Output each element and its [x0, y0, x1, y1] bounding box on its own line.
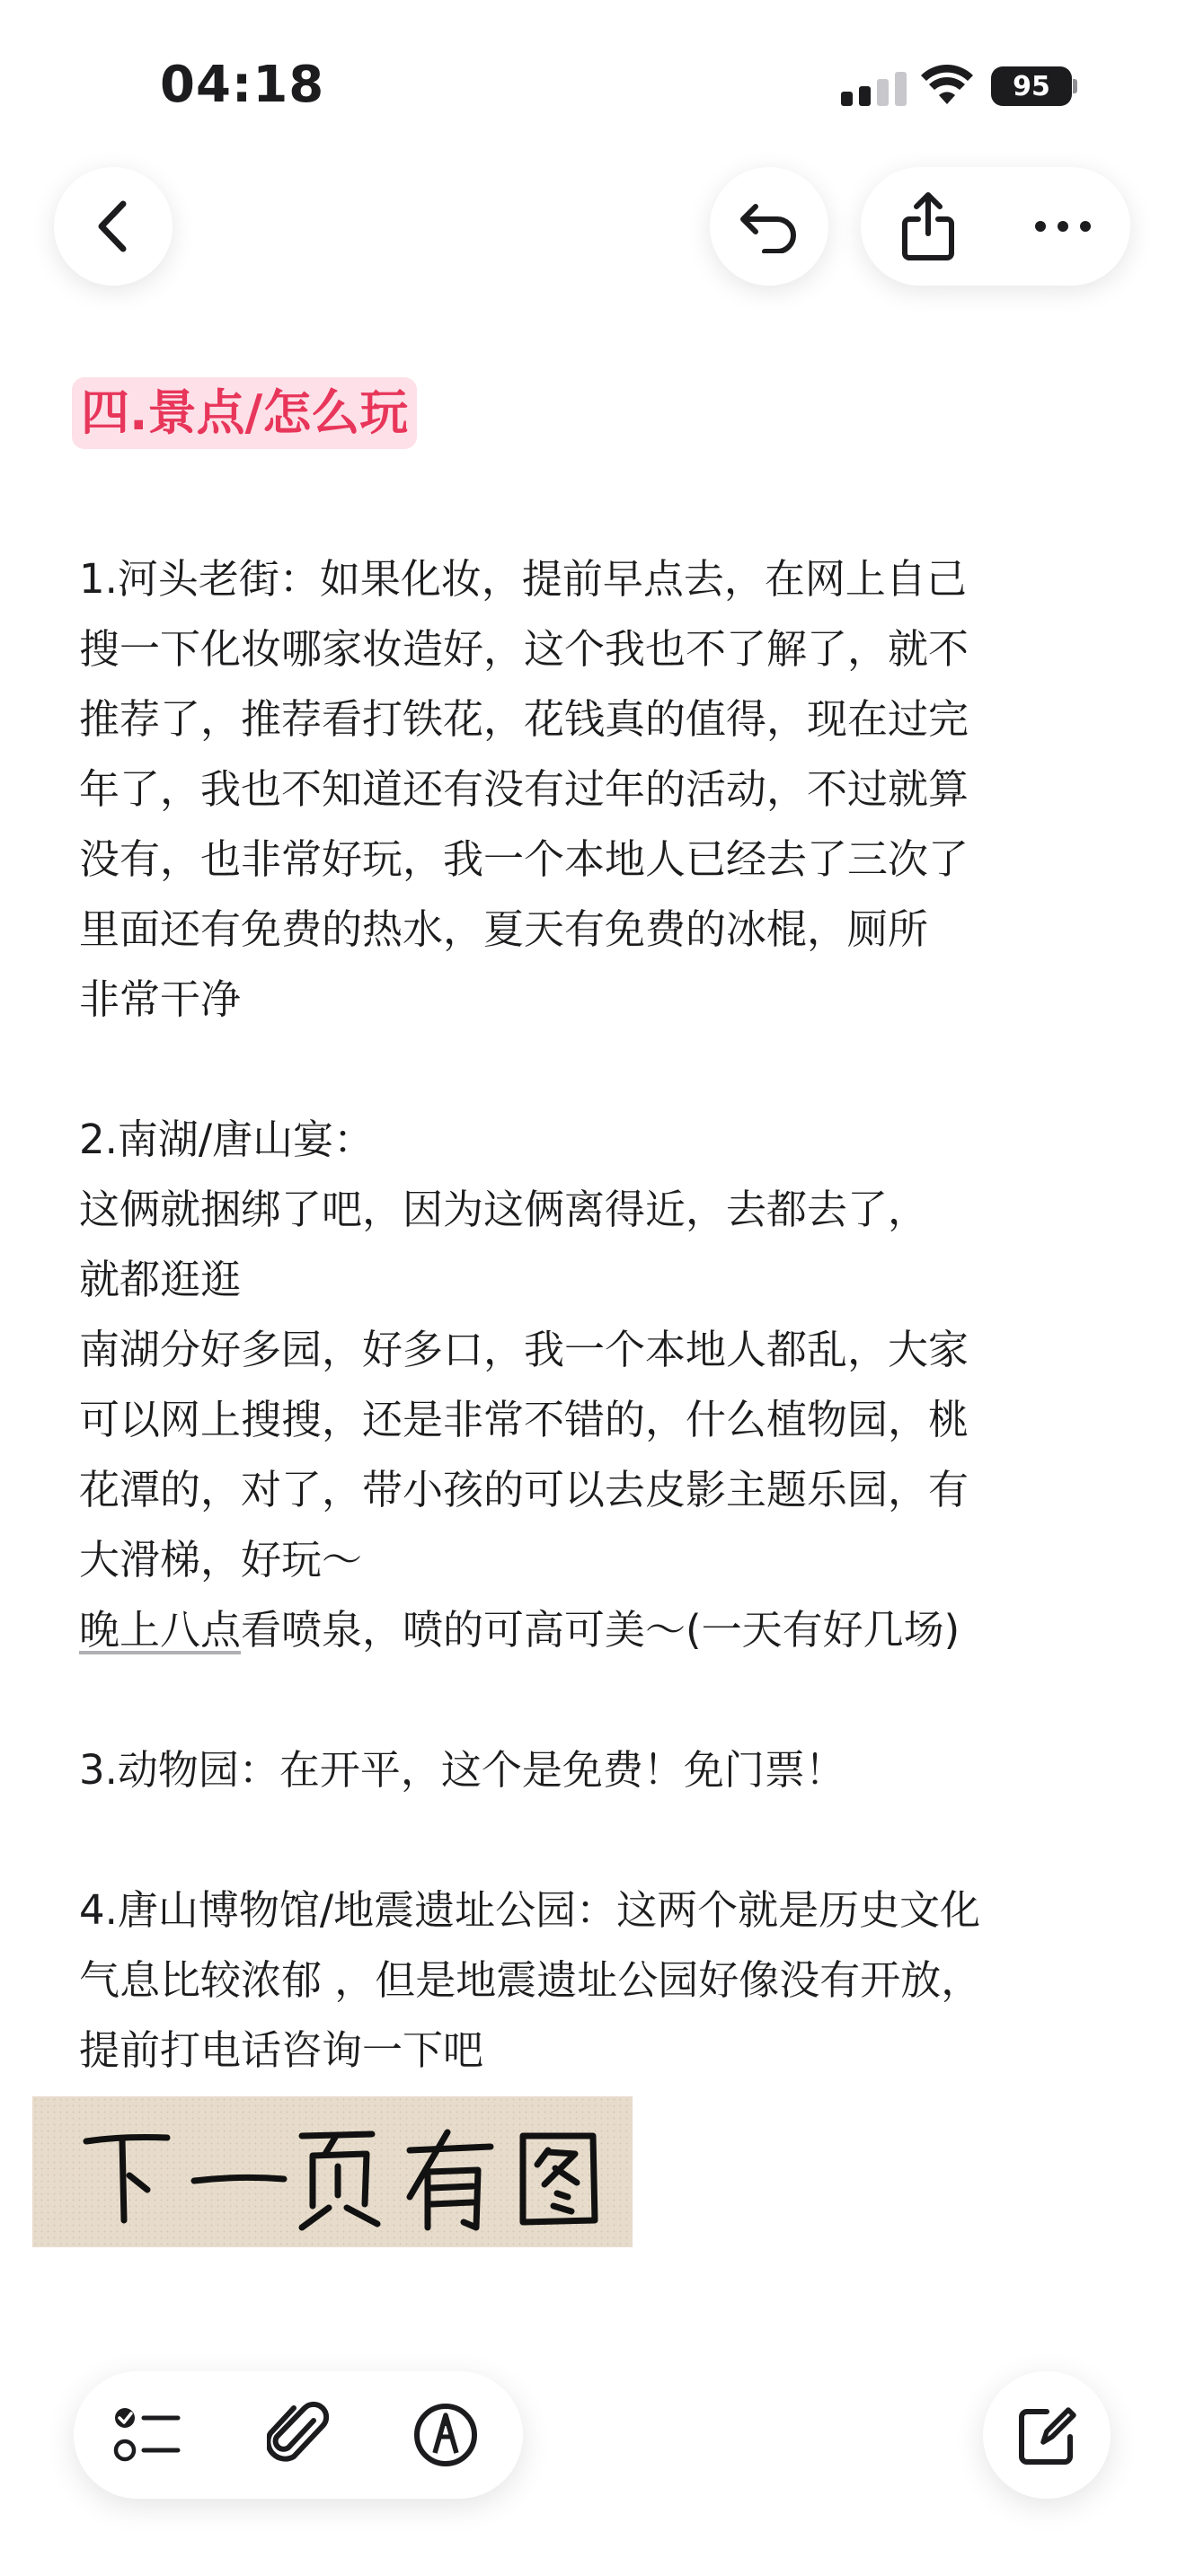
status-bar — [0, 0, 1186, 171]
note-line: 非常干净 — [79, 975, 242, 1023]
share-icon — [898, 190, 958, 262]
note-line: 4.唐山博物馆/地震遗址公园：这两个就是历史文化 — [79, 1886, 981, 1934]
action-pill — [861, 167, 1130, 286]
note-content[interactable] — [79, 377, 1121, 449]
note-line: 南湖分好多园，好多口，我一个本地人都乱，大家 — [79, 1326, 969, 1373]
attach-button[interactable] — [259, 2395, 338, 2475]
note-heading: 四.景点/怎么玩 — [72, 377, 417, 449]
checklist-button[interactable] — [108, 2395, 187, 2475]
note-line: 气息比较浓郁 ，但是地震遗址公园好像没有开放， — [79, 1956, 982, 2004]
note-line-fountain — [79, 1595, 1139, 1665]
share-button[interactable] — [861, 167, 996, 286]
note-line: 搜一下化妆哪家妆造好，这个我也不了解了，就不 — [79, 625, 969, 673]
markup-button[interactable] — [406, 2395, 485, 2475]
note-line-rest: 看喷泉，喷的可高可美～(一天有好几场) — [241, 1606, 960, 1654]
blank-line — [79, 1665, 1139, 1735]
chevron-left-icon — [91, 198, 136, 254]
note-line: 里面还有免费的热水，夏天有免费的冰棍，厕所 — [79, 905, 929, 953]
note-line: 这俩就捆绑了吧，因为这俩离得近，去都去了， — [79, 1186, 929, 1233]
signal-icon — [841, 70, 913, 106]
note-line: 2.南湖/唐山宴： — [79, 1116, 375, 1163]
status-time: 04:18 — [160, 56, 325, 114]
note-line: 就都逛逛 — [79, 1256, 242, 1303]
undo-button[interactable] — [710, 167, 828, 286]
note-line: 可以网上搜搜，还是非常不错的，什么植物园，桃 — [79, 1396, 969, 1443]
note-line: 1.河头老街：如果化妆，提前早点去，在网上自己 — [79, 555, 967, 603]
battery-icon — [991, 66, 1072, 106]
checklist-icon — [113, 2404, 181, 2466]
markup-pen-icon — [412, 2401, 480, 2469]
bottom-toolbar — [74, 2371, 523, 2499]
note-line: 年了，我也不知道还有没有过年的活动，不过就算 — [79, 765, 969, 813]
undo-icon — [738, 199, 801, 253]
note-line: 花潭的，对了，带小孩的可以去皮影主题乐园，有 — [79, 1466, 969, 1513]
note-body[interactable] — [79, 544, 1139, 2086]
handwriting-drawing — [32, 2096, 633, 2247]
blank-line — [79, 1805, 1139, 1875]
compose-icon — [1014, 2403, 1079, 2467]
battery-level: 95 — [1013, 70, 1050, 102]
back-button[interactable] — [54, 167, 173, 286]
more-button[interactable] — [996, 167, 1130, 286]
compose-button[interactable] — [983, 2371, 1111, 2499]
more-icon — [1033, 219, 1093, 234]
note-line: 大滑梯，好玩～ — [79, 1536, 363, 1584]
battery-cap — [1073, 79, 1077, 93]
note-line: 没有，也非常好玩，我一个本地人已经去了三次了 — [79, 835, 969, 883]
note-line: 提前打电话咨询一下吧 — [79, 2026, 484, 2074]
wifi-icon — [921, 65, 973, 108]
note-line: 3.动物园：在开平，这个是免费！免门票！ — [79, 1746, 845, 1794]
handwritten-image[interactable] — [32, 2096, 633, 2247]
underlined-time[interactable]: 晚上八点 — [79, 1606, 242, 1654]
note-line: 推荐了，推荐看打铁花，花钱真的值得，现在过完 — [79, 695, 969, 743]
blank-line — [79, 1035, 1139, 1105]
paperclip-icon — [267, 2401, 330, 2469]
